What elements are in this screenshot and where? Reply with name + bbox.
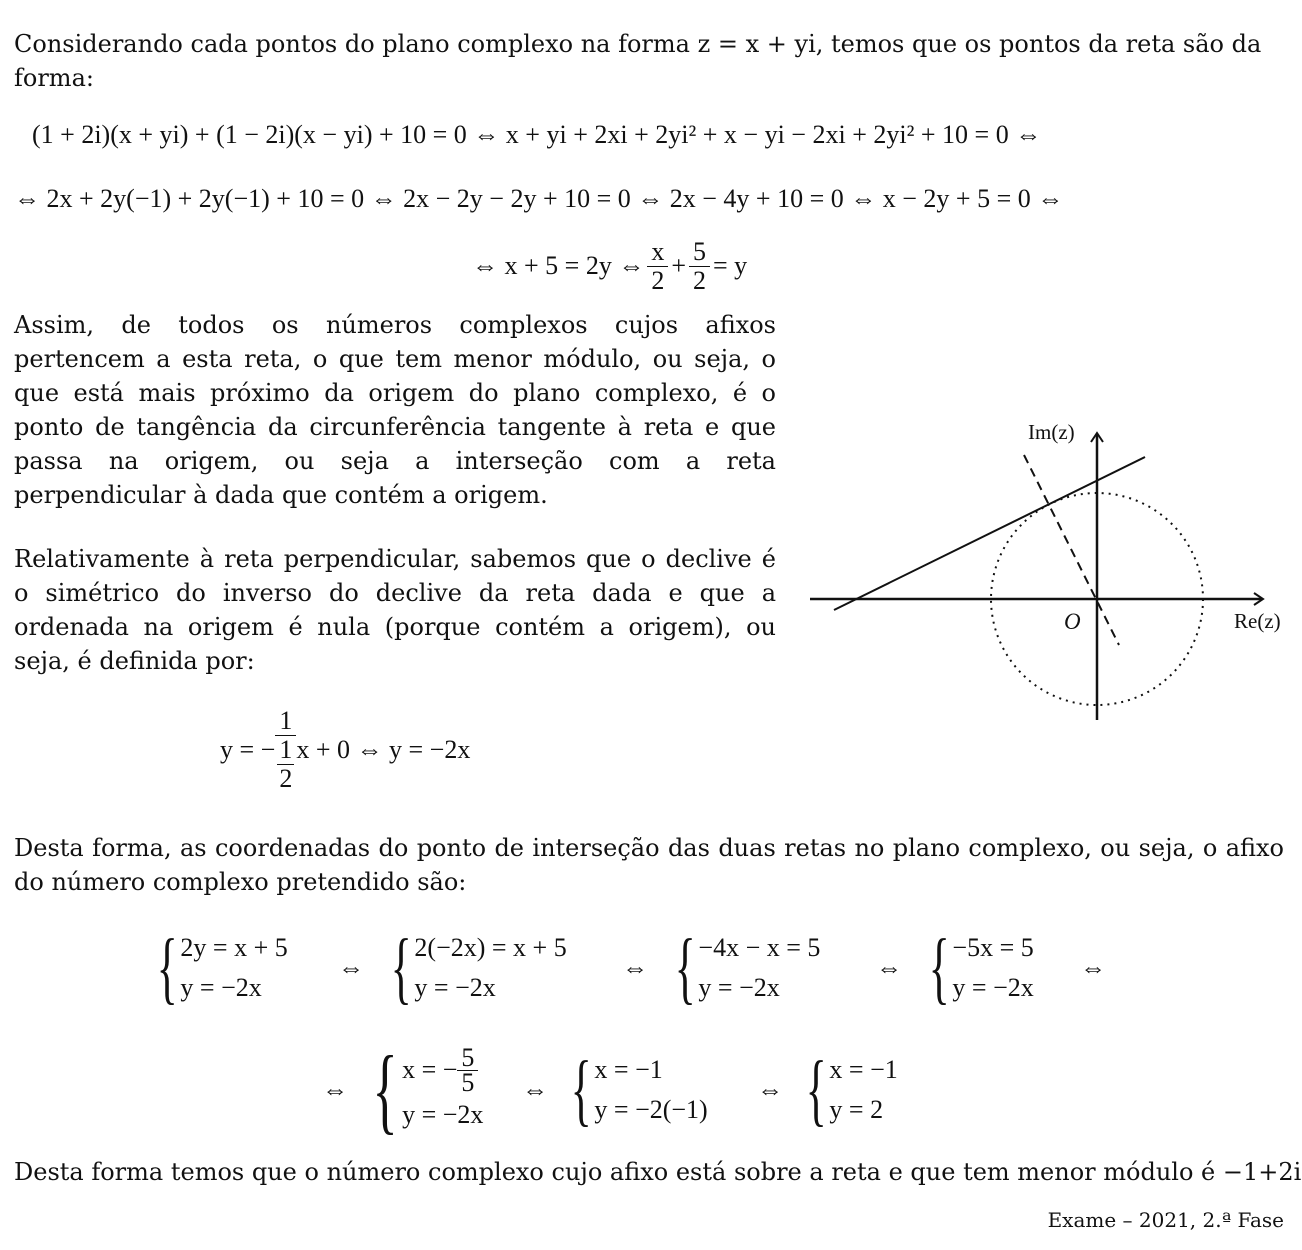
system-1: [148, 924, 338, 1012]
equation-3-left: ⇔ x + 5 = 2y ⇔: [472, 251, 645, 280]
system-rows: [698, 928, 820, 1008]
left-brace: {: [674, 924, 696, 1012]
system-eq-b: y = 2: [829, 1095, 884, 1124]
fraction-denominator: [275, 736, 296, 793]
system-4: [920, 924, 1080, 1012]
perp-eq-right: x + 0 ⇔ y = −2x: [296, 735, 471, 764]
system-eq-b: y = −2x: [414, 973, 496, 1002]
system-6: [562, 1046, 757, 1134]
fraction-denominator: 5: [461, 1067, 475, 1097]
system-eq-b: y = −2x: [952, 973, 1034, 1002]
systems-row-1: [148, 922, 1106, 1014]
paragraph-tangency: Assim, de todos os números complexos cujos afixos pertencem a esta reta, o que tem menor módulo, ou seja, o que está mais próximo da origem do plano complexo, é o ponto de tangência da circunferência tangente à reta e que passa na origem, ou seja a interseção com a reta perpendicular à dada que contém a origem.: [14, 311, 776, 509]
eq-a-left: x = −: [402, 1055, 458, 1084]
system-3: [666, 924, 876, 1012]
equivalence-symbol: ⇔: [876, 953, 902, 982]
equivalence-symbol: ⇔: [622, 953, 648, 982]
equivalence-symbol: ⇔: [1080, 953, 1106, 982]
imaginary-axis-label: Im(z): [1028, 420, 1075, 444]
equivalence-symbol: ⇔: [522, 1075, 548, 1104]
complex-plane-diagram: [800, 410, 1300, 730]
fraction-denominator: 2: [693, 265, 706, 295]
intro-line-2: forma:: [14, 64, 94, 92]
system-eq-a: x = −1: [594, 1055, 663, 1084]
system-eq-a: −4x − x = 5: [698, 933, 821, 962]
left-brace: {: [570, 1046, 592, 1134]
equivalence-symbol: ⇔: [338, 953, 364, 982]
left-brace: {: [805, 1046, 827, 1134]
fraction-numerator: x: [647, 238, 668, 267]
system-eq-a: −5x = 5: [952, 933, 1034, 962]
system-eq-a: 2(−2x) = x + 5: [414, 933, 567, 962]
perp-eq-left: y = −: [220, 735, 276, 764]
fraction-numerator: 5: [457, 1046, 478, 1071]
given-line: [834, 457, 1145, 610]
perpendicular-equation: [220, 700, 470, 800]
system-rows: [829, 1050, 897, 1130]
equation-1: (1 + 2i)(x + yi) + (1 − 2i)(x − yi) + 10 = 0 ⇔ x + yi + 2xi + 2yi² + x − yi − 2xi + 2yi² + 10 = 0 ⇔: [32, 120, 1042, 149]
intro-line-1: Considerando cada pontos do plano complexo na forma z = x + yi, temos que os pontos da reta são da: [14, 30, 1262, 58]
equivalence-symbol: ⇔: [757, 1075, 783, 1104]
system-rows: [180, 928, 287, 1008]
system-eq-a: 2y = x + 5: [180, 933, 288, 962]
system-rows: [952, 928, 1033, 1008]
conclusion: Desta forma temos que o número complexo cujo afixo está sobre a reta e que tem menor módulo é −1+2i: [14, 1158, 1302, 1186]
fraction-denominator: 2: [651, 265, 665, 295]
equivalence-symbol: ⇔: [322, 1075, 348, 1104]
exam-source-footer: Exame – 2021, 2.ª Fase: [1047, 1208, 1284, 1232]
fraction-numerator: 5: [689, 238, 710, 267]
fraction-5-over-2: [689, 238, 710, 295]
origin-label: O: [1064, 609, 1081, 634]
left-brace: {: [156, 924, 178, 1012]
left-brace: {: [390, 924, 412, 1012]
fraction-numerator: 1: [275, 707, 296, 736]
systems-row-2: [322, 1038, 917, 1142]
system-2: [382, 924, 622, 1012]
system-rows: [402, 1042, 484, 1135]
inner-numerator: 1: [279, 735, 293, 764]
real-axis-label: Re(z): [1234, 609, 1281, 633]
system-5: [362, 1036, 522, 1143]
equation-3-right: = y: [713, 251, 748, 280]
equation-3: [472, 236, 747, 296]
system-7: [797, 1046, 917, 1134]
complex-fraction: [275, 707, 296, 793]
system-eq-b: y = −2x: [180, 973, 262, 1002]
left-brace: {: [928, 924, 950, 1012]
paragraph-intersection: Desta forma, as coordenadas do ponto de interseção das duas retas no plano complexo, ou seja, o afixo do número complexo pretendido são:: [14, 834, 1284, 896]
system-eq-b: y = −2x: [698, 973, 780, 1002]
system-eq-b: y = −2x: [402, 1099, 484, 1129]
fraction-x-over-2: [647, 238, 668, 295]
system-eq-a: x = −1: [829, 1055, 898, 1084]
plus-sign: +: [671, 251, 686, 280]
inner-denominator: 2: [279, 764, 293, 793]
system-eq-b: y = −2(−1): [594, 1095, 708, 1124]
system-rows: [414, 928, 566, 1008]
left-brace: {: [372, 1036, 398, 1143]
paragraph-perpendicular: Relativamente à reta perpendicular, sabemos que o declive é o simétrico do inverso do declive da reta dada e que a ordenada na origem é nula (porque contém a origem), ou seja, é definida por:: [14, 545, 776, 675]
system-eq-a: [402, 1042, 483, 1097]
fraction-5-over-5: [457, 1042, 478, 1097]
system-rows: [594, 1050, 707, 1130]
inner-fraction: [277, 736, 294, 793]
equation-2: ⇔ 2x + 2y(−1) + 2y(−1) + 10 = 0 ⇔ 2x − 2y − 2y + 10 = 0 ⇔ 2x − 4y + 10 = 0 ⇔ x − 2y + 5 = 0 ⇔: [14, 184, 1064, 213]
